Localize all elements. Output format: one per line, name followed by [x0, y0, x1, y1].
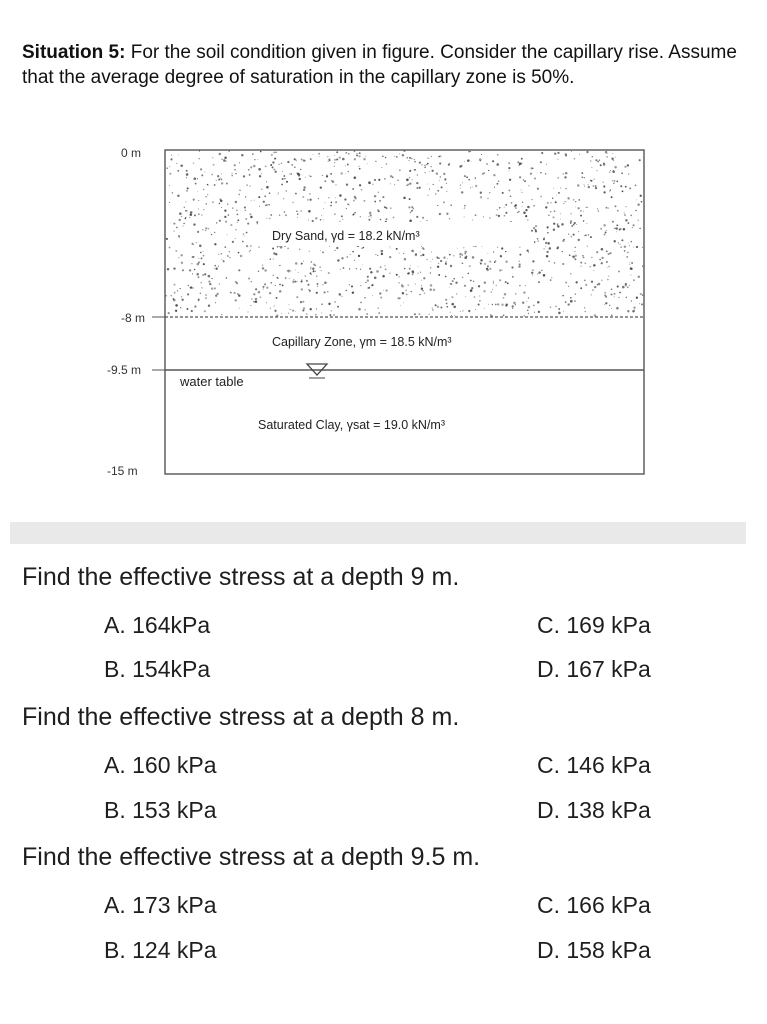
question-2-title: Find the effective stress at a depth 8 m. — [22, 703, 460, 731]
question-3-option-c[interactable]: C. 166 kPa — [537, 892, 651, 918]
question-2-option-a[interactable]: A. 160 kPa — [104, 752, 217, 778]
depth-label-9-5: -9.5 m — [107, 363, 142, 377]
depth-label-0: 0 m — [121, 146, 142, 160]
question-2-option-c[interactable]: C. 146 kPa — [537, 752, 651, 778]
question-3-option-d[interactable]: D. 158 kPa — [537, 937, 651, 963]
depth-label-8: -8 m — [121, 311, 145, 325]
situation-label: Situation 5: — [22, 42, 126, 63]
depth-label-15: -15 m — [107, 464, 138, 478]
water-table-label: water table — [180, 374, 244, 389]
question-3-option-b[interactable]: B. 124 kPa — [104, 937, 217, 963]
capillary-zone-label: Capillary Zone, γm = 18.5 kN/m³ — [272, 335, 452, 349]
question-1-option-d[interactable]: D. 167 kPa — [537, 656, 651, 682]
situation-text: For the soil condition given in figure. Consider the capillary rise. Assume that the average degree of saturation in the capillary zone is 50%. — [22, 42, 737, 88]
question-2-option-d[interactable]: D. 138 kPa — [537, 797, 651, 823]
water-table-symbol — [307, 364, 327, 378]
question-1-option-b[interactable]: B. 154kPa — [104, 656, 211, 682]
section-divider — [10, 522, 746, 544]
question-3-title: Find the effective stress at a depth 9.5 m. — [22, 843, 481, 871]
question-1-option-a[interactable]: A. 164kPa — [104, 612, 211, 638]
saturated-clay-label: Saturated Clay, γsat = 19.0 kN/m³ — [258, 418, 445, 432]
question-3-option-a[interactable]: A. 173 kPa — [104, 892, 217, 918]
dry-sand-label: Dry Sand, γd = 18.2 kN/m³ — [272, 229, 420, 243]
question-1-title: Find the effective stress at a depth 9 m. — [22, 563, 460, 591]
question-1-option-c[interactable]: C. 169 kPa — [537, 612, 651, 638]
question-2-option-b[interactable]: B. 153 kPa — [104, 797, 217, 823]
